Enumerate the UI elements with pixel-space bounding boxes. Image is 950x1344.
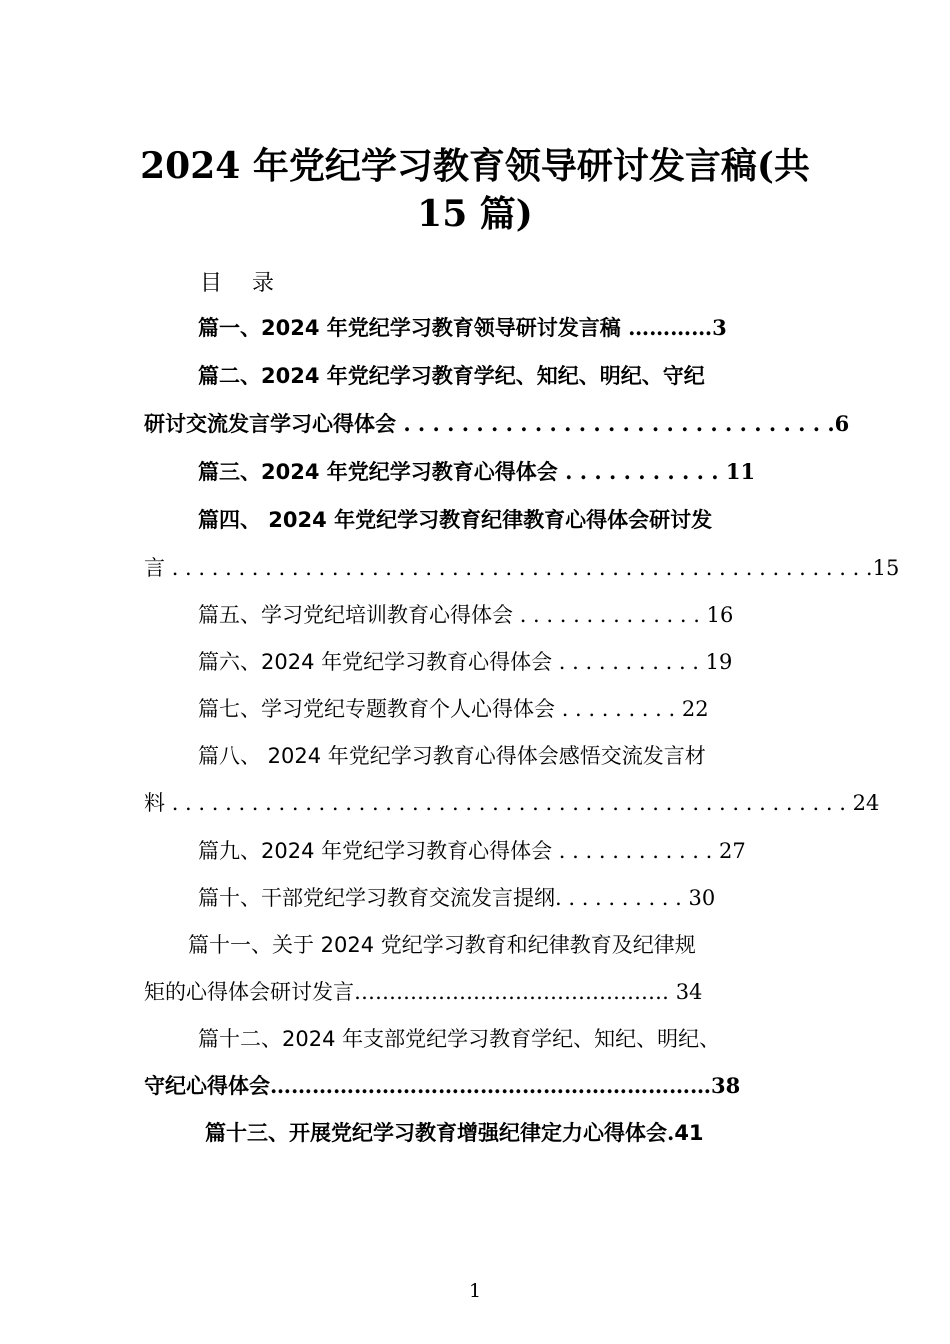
toc-entry-dots: . . . . . . . . . . . . . . . . . . . . . . . . . . . . . . . . . . . . . . . . . . . . . . . . . . . . . — [171, 556, 873, 580]
toc-entry-label: 篇十、干部党纪学习教育交流发言提纲 — [198, 886, 555, 910]
toc-entry-page: 41 — [674, 1121, 704, 1145]
toc-entry-8-line-2[interactable] — [144, 789, 879, 817]
toc-entry-label: 篇九、2024 年党纪学习教育心得体会 — [198, 839, 559, 863]
toc-entry-label: 矩的心得体会研讨发言 — [144, 980, 354, 1004]
toc-entry-10[interactable] — [198, 884, 715, 912]
toc-entry-page: 24 — [852, 791, 880, 815]
toc-entry-4-line-2[interactable] — [144, 554, 899, 582]
toc-entry-4-line-1[interactable] — [198, 506, 712, 534]
toc-entry-page: 15 — [872, 556, 900, 580]
toc-entry-dots: . . . . . . . . . — [561, 697, 682, 721]
toc-entry-label: 料 — [144, 791, 172, 815]
toc-entry-6[interactable] — [198, 648, 732, 676]
toc-entry-label: 篇一、2024 年党纪学习教育领导研讨发言稿 — [198, 316, 629, 340]
toc-entry-label: 篇十二、2024 年支部党纪学习教育学纪、知纪、明纪、 — [198, 1027, 721, 1051]
toc-entry-label: 言 — [144, 556, 172, 580]
page-number: 1 — [468, 1280, 482, 1302]
toc-entry-label: 篇十三、开展党纪学习教育增强纪律定力心得体会 — [205, 1121, 667, 1145]
toc-entry-label: 篇六、2024 年党纪学习教育心得体会 — [198, 650, 559, 674]
toc-entry-dots: . . . . . . . . . . . . . . . . . . . . . . . . . . . . . . — [403, 411, 835, 436]
toc-entry-page: 16 — [706, 603, 734, 627]
toc-entry-dots: ……………………………………… — [354, 980, 676, 1004]
toc-heading: 目录 — [200, 271, 305, 296]
toc-entry-13[interactable] — [205, 1119, 704, 1147]
toc-entry-label: 篇五、学习党纪培训教育心得体会 — [198, 603, 520, 627]
toc-entry-11-line-1[interactable] — [188, 931, 696, 959]
toc-entry-label: 守纪心得体会 — [144, 1074, 270, 1098]
toc-entry-page: 30 — [688, 886, 716, 910]
toc-entry-12-line-1[interactable] — [198, 1025, 720, 1053]
document-title-line-1: 2024 年党纪学习教育领导研讨发言稿(共 — [140, 145, 810, 187]
toc-entry-5[interactable] — [198, 601, 733, 629]
toc-entry-dots: . . . . . . . . . . . . — [558, 839, 720, 863]
toc-entry-label: 研讨交流发言学习心得体会 — [144, 412, 404, 436]
toc-entry-label: 篇八、 2024 年党纪学习教育心得体会感悟交流发言材 — [198, 744, 706, 768]
toc-entry-page: 38 — [711, 1073, 741, 1098]
toc-entry-label: 篇四、 2024 年党纪学习教育纪律教育心得体会研讨发 — [198, 508, 713, 532]
toc-entry-2-line-1[interactable] — [198, 362, 705, 390]
toc-entry-label: 篇七、学习党纪专题教育个人心得体会 — [198, 697, 562, 721]
toc-entry-dots: . . . . . . . . . . . . . . . . . . . . . . . . . . . . . . . . . . . . . . . . . . . . . . . . . . . — [171, 791, 853, 815]
toc-entry-11-line-2[interactable] — [144, 978, 702, 1006]
toc-entry-dots: ………… — [628, 315, 713, 340]
toc-entry-page: 22 — [681, 697, 709, 721]
toc-entry-label: 篇二、2024 年党纪学习教育学纪、知纪、明纪、守纪 — [198, 364, 705, 388]
toc-entry-dots: . — [667, 1120, 675, 1145]
toc-entry-dots: ……………………………………………………… — [270, 1073, 711, 1098]
toc-entry-page: 34 — [675, 980, 703, 1004]
toc-entry-3[interactable] — [198, 458, 755, 486]
toc-entry-7[interactable] — [198, 695, 709, 723]
toc-entry-dots: . . . . . . . . . . . — [558, 650, 706, 674]
toc-entry-dots: . . . . . . . . . . — [555, 886, 689, 910]
toc-entry-1[interactable] — [198, 314, 727, 342]
toc-entry-9[interactable] — [198, 837, 746, 865]
toc-entry-page: 6 — [834, 411, 850, 436]
toc-entry-dots: . . . . . . . . . . . — [565, 459, 726, 484]
toc-entry-page: 11 — [725, 459, 756, 484]
toc-entry-page: 3 — [712, 315, 727, 340]
toc-entry-label: 篇三、2024 年党纪学习教育心得体会 — [198, 460, 566, 484]
toc-entry-label: 篇十一、关于 2024 党纪学习教育和纪律教育及纪律规 — [188, 933, 696, 957]
document-title-line-2: 15 篇) — [417, 193, 533, 235]
toc-entry-dots: . . . . . . . . . . . . . . — [519, 603, 707, 627]
toc-entry-2-line-2[interactable] — [144, 410, 849, 438]
toc-entry-page: 27 — [719, 839, 746, 863]
toc-entry-8-line-1[interactable] — [198, 742, 706, 770]
toc-entry-12-line-2[interactable] — [144, 1072, 740, 1100]
toc-entry-page: 19 — [705, 650, 733, 674]
